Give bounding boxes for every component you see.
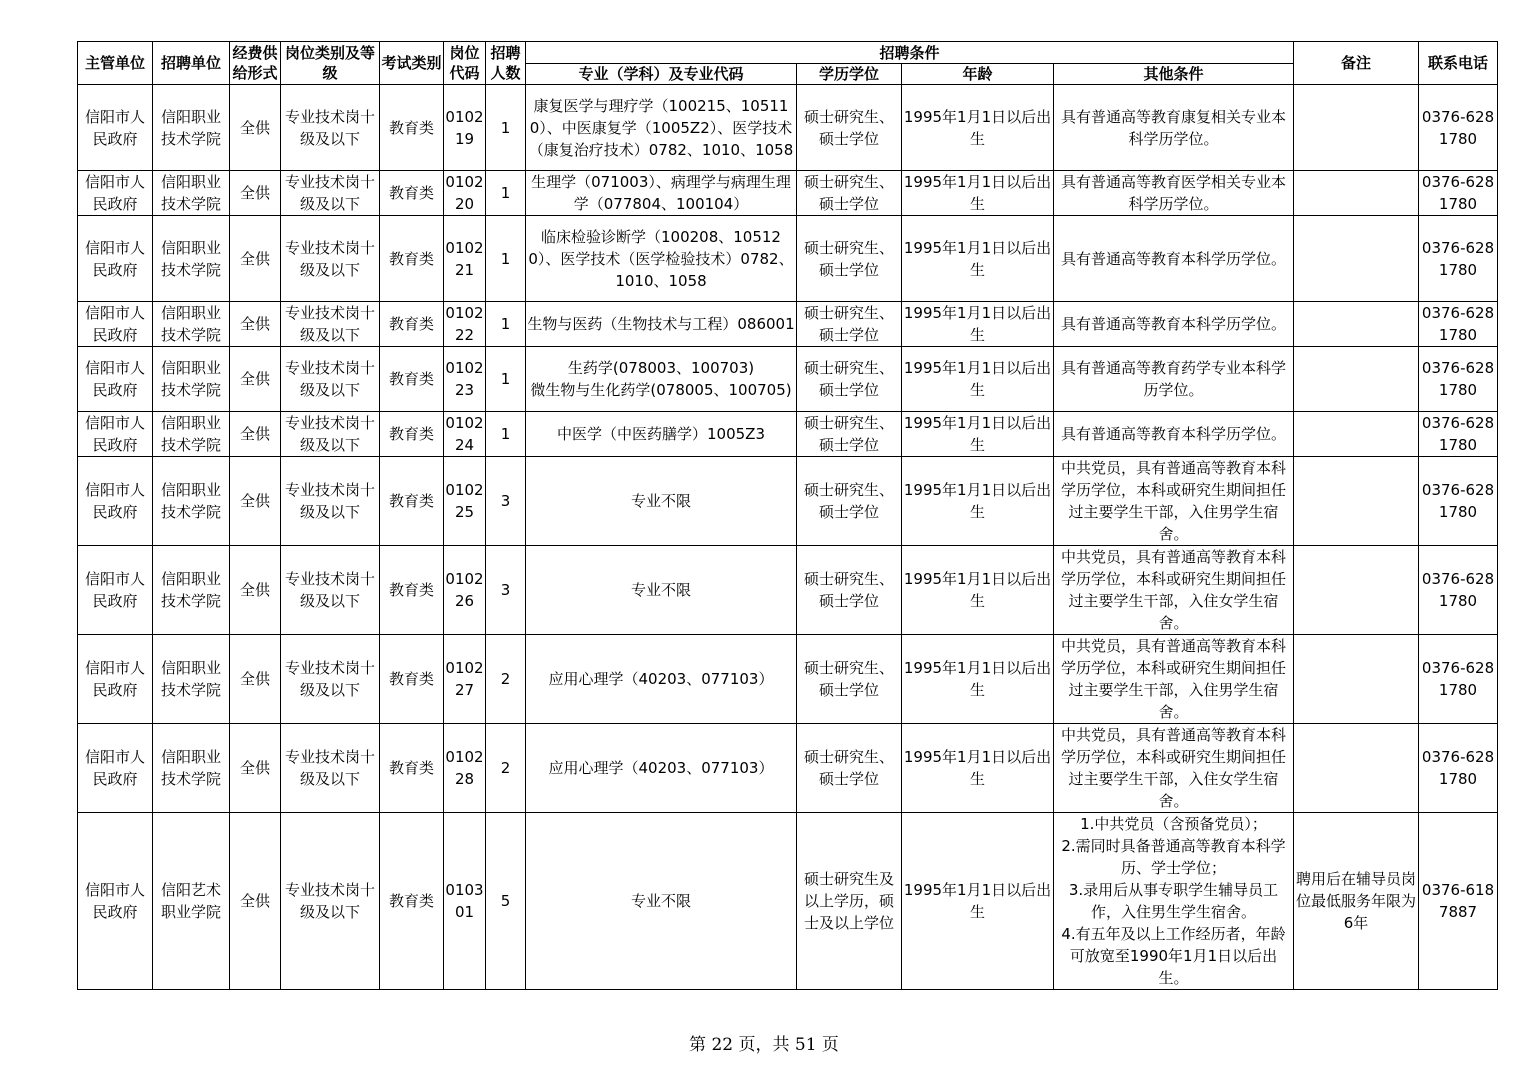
cell-supervisor: 信阳市人民政府 [78, 724, 153, 813]
cell-funding: 全供 [230, 724, 281, 813]
table-row [78, 302, 1498, 347]
cell-education: 硕士研究生、硕士学位 [797, 724, 902, 813]
cell-post-category: 专业技术岗十级及以下 [281, 813, 380, 990]
cell-supervisor: 信阳市人民政府 [78, 546, 153, 635]
cell-major: 应用心理学（40203、077103） [526, 635, 797, 724]
cell-supervisor: 信阳市人民政府 [78, 635, 153, 724]
cell-funding: 全供 [230, 813, 281, 990]
cell-phone: 0376-6281780 [1419, 85, 1498, 171]
cell-supervisor: 信阳市人民政府 [78, 171, 153, 216]
cell-supervisor: 信阳市人民政府 [78, 813, 153, 990]
cell-supervisor: 信阳市人民政府 [78, 412, 153, 457]
cell-remark [1294, 85, 1419, 171]
cell-supervisor: 信阳市人民政府 [78, 216, 153, 302]
cell-funding: 全供 [230, 171, 281, 216]
cell-exam-category: 教育类 [380, 347, 444, 412]
cell-supervisor: 信阳市人民政府 [78, 457, 153, 546]
cell-post-code: 010219 [444, 85, 486, 171]
cell-count: 5 [486, 813, 526, 990]
cell-count: 1 [486, 347, 526, 412]
cell-other: 具有普通高等教育本科学历学位。 [1054, 412, 1294, 457]
cell-post-code: 010228 [444, 724, 486, 813]
table-row [78, 85, 1498, 171]
cell-education: 硕士研究生、硕士学位 [797, 85, 902, 171]
cell-other: 具有普通高等教育医学相关专业本科学历学位。 [1054, 171, 1294, 216]
cell-post-code: 010225 [444, 457, 486, 546]
cell-employer: 信阳职业技术学院 [153, 347, 230, 412]
cell-exam-category: 教育类 [380, 813, 444, 990]
cell-exam-category: 教育类 [380, 302, 444, 347]
cell-count: 1 [486, 302, 526, 347]
table-row [78, 412, 1498, 457]
header-education: 学历学位 [797, 64, 902, 85]
cell-remark [1294, 302, 1419, 347]
cell-age: 1995年1月1日以后出生 [902, 457, 1054, 546]
cell-post-code: 010221 [444, 216, 486, 302]
cell-post-code: 010224 [444, 412, 486, 457]
cell-major: 应用心理学（40203、077103） [526, 724, 797, 813]
cell-remark [1294, 724, 1419, 813]
cell-age: 1995年1月1日以后出生 [902, 85, 1054, 171]
cell-post-category: 专业技术岗十级及以下 [281, 457, 380, 546]
cell-remark: 聘用后在辅导员岗位最低服务年限为 6年 [1294, 813, 1419, 990]
cell-other: 中共党员，具有普通高等教育本科学历学位，本科或研究生期间担任过主要学生干部，入住女学生宿舍。 [1054, 546, 1294, 635]
header-conditions: 招聘条件 [526, 42, 1294, 64]
cell-funding: 全供 [230, 457, 281, 546]
table-row [78, 347, 1498, 412]
cell-employer: 信阳职业技术学院 [153, 724, 230, 813]
cell-education: 硕士研究生、硕士学位 [797, 457, 902, 546]
cell-employer: 信阳职业技术学院 [153, 412, 230, 457]
cell-age: 1995年1月1日以后出生 [902, 412, 1054, 457]
cell-remark [1294, 171, 1419, 216]
cell-other: 具有普通高等教育康复相关专业本科学历学位。 [1054, 85, 1294, 171]
header-supervisor: 主管单位 [78, 42, 153, 85]
cell-exam-category: 教育类 [380, 635, 444, 724]
cell-age: 1995年1月1日以后出生 [902, 171, 1054, 216]
header-age: 年龄 [902, 64, 1054, 85]
cell-employer: 信阳职业技术学院 [153, 546, 230, 635]
cell-remark [1294, 412, 1419, 457]
cell-funding: 全供 [230, 546, 281, 635]
cell-major: 专业不限 [526, 546, 797, 635]
cell-major: 生药学(078003、100703) 微生物与生化药学(078005、100705) [526, 347, 797, 412]
cell-education: 硕士研究生、硕士学位 [797, 302, 902, 347]
header-funding: 经费供给形式 [230, 42, 281, 85]
cell-funding: 全供 [230, 302, 281, 347]
table-row [78, 457, 1498, 546]
cell-education: 硕士研究生及以上学历，硕士及以上学位 [797, 813, 902, 990]
cell-post-category: 专业技术岗十级及以下 [281, 347, 380, 412]
cell-count: 1 [486, 412, 526, 457]
cell-funding: 全供 [230, 216, 281, 302]
cell-employer: 信阳职业技术学院 [153, 85, 230, 171]
cell-age: 1995年1月1日以后出生 [902, 813, 1054, 990]
cell-education: 硕士研究生、硕士学位 [797, 635, 902, 724]
header-other: 其他条件 [1054, 64, 1294, 85]
cell-count: 3 [486, 546, 526, 635]
cell-post-code: 010227 [444, 635, 486, 724]
cell-post-category: 专业技术岗十级及以下 [281, 216, 380, 302]
cell-employer: 信阳职业技术学院 [153, 635, 230, 724]
cell-education: 硕士研究生、硕士学位 [797, 216, 902, 302]
header-phone: 联系电话 [1419, 42, 1498, 85]
cell-exam-category: 教育类 [380, 724, 444, 813]
cell-education: 硕士研究生、硕士学位 [797, 347, 902, 412]
cell-phone: 0376-6281780 [1419, 457, 1498, 546]
cell-supervisor: 信阳市人民政府 [78, 347, 153, 412]
cell-count: 2 [486, 724, 526, 813]
recruitment-table [77, 41, 1498, 990]
cell-major: 中医学（中医药膳学）1005Z3 [526, 412, 797, 457]
cell-post-code: 010226 [444, 546, 486, 635]
cell-post-category: 专业技术岗十级及以下 [281, 85, 380, 171]
cell-supervisor: 信阳市人民政府 [78, 302, 153, 347]
cell-age: 1995年1月1日以后出生 [902, 635, 1054, 724]
cell-age: 1995年1月1日以后出生 [902, 724, 1054, 813]
header-exam-category: 考试类别 [380, 42, 444, 85]
cell-count: 1 [486, 171, 526, 216]
cell-employer: 信阳职业技术学院 [153, 302, 230, 347]
cell-count: 3 [486, 457, 526, 546]
cell-post-code: 010222 [444, 302, 486, 347]
cell-major: 临床检验诊断学（100208、105120）、医学技术（医学检验技术）0782、1010、1058 [526, 216, 797, 302]
cell-phone: 0376-6281780 [1419, 302, 1498, 347]
cell-count: 2 [486, 635, 526, 724]
cell-post-category: 专业技术岗十级及以下 [281, 302, 380, 347]
cell-major: 康复医学与理疗学（100215、105110）、中医康复学（1005Z2）、医学技术（康复治疗技术）0782、1010、1058 [526, 85, 797, 171]
cell-phone: 0376-6281780 [1419, 724, 1498, 813]
cell-count: 1 [486, 85, 526, 171]
cell-phone: 0376-6281780 [1419, 635, 1498, 724]
table-row [78, 171, 1498, 216]
cell-major: 生理学（071003）、病理学与病理生理学（077804、100104） [526, 171, 797, 216]
cell-post-category: 专业技术岗十级及以下 [281, 724, 380, 813]
cell-remark [1294, 635, 1419, 724]
cell-exam-category: 教育类 [380, 171, 444, 216]
cell-education: 硕士研究生、硕士学位 [797, 171, 902, 216]
table-row [78, 546, 1498, 635]
cell-exam-category: 教育类 [380, 216, 444, 302]
cell-remark [1294, 347, 1419, 412]
cell-major: 生物与医药（生物技术与工程）086001 [526, 302, 797, 347]
table-row [78, 635, 1498, 724]
cell-remark [1294, 216, 1419, 302]
cell-employer: 信阳职业技术学院 [153, 457, 230, 546]
cell-post-category: 专业技术岗十级及以下 [281, 171, 380, 216]
cell-major: 专业不限 [526, 813, 797, 990]
cell-remark [1294, 457, 1419, 546]
cell-funding: 全供 [230, 412, 281, 457]
cell-post-category: 专业技术岗十级及以下 [281, 412, 380, 457]
page-footer: 第 22 页，共 51 页 [689, 1035, 839, 1055]
cell-post-category: 专业技术岗十级及以下 [281, 546, 380, 635]
cell-phone: 0376-6187887 [1419, 813, 1498, 990]
cell-age: 1995年1月1日以后出生 [902, 216, 1054, 302]
cell-phone: 0376-6281780 [1419, 171, 1498, 216]
cell-count: 1 [486, 216, 526, 302]
cell-phone: 0376-6281780 [1419, 216, 1498, 302]
cell-funding: 全供 [230, 347, 281, 412]
cell-remark [1294, 546, 1419, 635]
header-employer: 招聘单位 [153, 42, 230, 85]
cell-education: 硕士研究生、硕士学位 [797, 412, 902, 457]
cell-supervisor: 信阳市人民政府 [78, 85, 153, 171]
header-remark: 备注 [1294, 42, 1419, 85]
cell-post-category: 专业技术岗十级及以下 [281, 635, 380, 724]
cell-other: 具有普通高等教育本科学历学位。 [1054, 302, 1294, 347]
cell-education: 硕士研究生、硕士学位 [797, 546, 902, 635]
cell-funding: 全供 [230, 635, 281, 724]
cell-funding: 全供 [230, 85, 281, 171]
cell-other: 具有普通高等教育本科学历学位。 [1054, 216, 1294, 302]
cell-other: 中共党员，具有普通高等教育本科学历学位，本科或研究生期间担任过主要学生干部，入住男学生宿舍。 [1054, 635, 1294, 724]
cell-other: 1.中共党员（含预备党员）； 2.需同时具备普通高等教育本科学历、学士学位； 3.录用后从事专职学生辅导员工作，入住男生学生宿舍。 4.有五年及以上工作经历者，年龄可放宽至1990年1月1日以后出生。 [1054, 813, 1294, 990]
cell-exam-category: 教育类 [380, 546, 444, 635]
cell-post-code: 010220 [444, 171, 486, 216]
cell-age: 1995年1月1日以后出生 [902, 347, 1054, 412]
cell-other: 中共党员，具有普通高等教育本科学历学位，本科或研究生期间担任过主要学生干部，入住女学生宿舍。 [1054, 724, 1294, 813]
cell-major: 专业不限 [526, 457, 797, 546]
cell-employer: 信阳职业技术学院 [153, 171, 230, 216]
cell-other: 具有普通高等教育药学专业本科学历学位。 [1054, 347, 1294, 412]
cell-post-code: 010301 [444, 813, 486, 990]
cell-phone: 0376-6281780 [1419, 412, 1498, 457]
cell-phone: 0376-6281780 [1419, 347, 1498, 412]
cell-other: 中共党员，具有普通高等教育本科学历学位，本科或研究生期间担任过主要学生干部，入住男学生宿舍。 [1054, 457, 1294, 546]
table-row [78, 216, 1498, 302]
cell-exam-category: 教育类 [380, 457, 444, 546]
header-post-category: 岗位类别及等级 [281, 42, 380, 85]
cell-employer: 信阳艺术职业学院 [153, 813, 230, 990]
cell-phone: 0376-6281780 [1419, 546, 1498, 635]
cell-post-code: 010223 [444, 347, 486, 412]
table-row [78, 724, 1498, 813]
header-count: 招聘人数 [486, 42, 526, 85]
cell-age: 1995年1月1日以后出生 [902, 302, 1054, 347]
header-post-code: 岗位代码 [444, 42, 486, 85]
cell-employer: 信阳职业技术学院 [153, 216, 230, 302]
cell-exam-category: 教育类 [380, 85, 444, 171]
table-row [78, 813, 1498, 990]
cell-exam-category: 教育类 [380, 412, 444, 457]
header-major: 专业（学科）及专业代码 [526, 64, 797, 85]
cell-age: 1995年1月1日以后出生 [902, 546, 1054, 635]
